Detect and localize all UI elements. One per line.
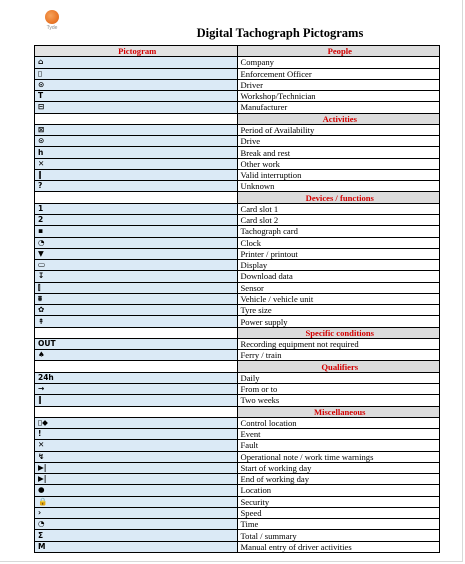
pictogram-label: Daily bbox=[237, 372, 440, 383]
card-slot-2-icon: 2 bbox=[35, 214, 238, 225]
table-row bbox=[35, 282, 440, 293]
pictogram-label: Speed bbox=[237, 507, 440, 518]
section-spacer-cell bbox=[35, 192, 238, 203]
pictogram-label: Power supply bbox=[237, 316, 440, 327]
column-header-row bbox=[35, 46, 440, 57]
pictogram-label: Operational note / work time warnings bbox=[237, 451, 440, 462]
table-row bbox=[35, 440, 440, 451]
table-row bbox=[35, 102, 440, 113]
sensor-icon: ⫿ bbox=[35, 282, 238, 293]
table-row bbox=[35, 338, 440, 349]
drive-icon: ⊙ bbox=[35, 136, 238, 147]
section-header: Specific conditions bbox=[237, 327, 440, 338]
power-supply-icon: ↟ bbox=[35, 316, 238, 327]
pictogram-label: Tachograph card bbox=[237, 226, 440, 237]
tachograph-card-icon: ▪ bbox=[35, 226, 238, 237]
fault-icon: ✕ bbox=[35, 440, 238, 451]
pictogram-label: Workshop/Technician bbox=[237, 91, 440, 102]
pictogram-table bbox=[34, 45, 440, 553]
pictogram-label: Clock bbox=[237, 237, 440, 248]
section-header-row bbox=[35, 406, 440, 417]
printer-icon: ▼ bbox=[35, 248, 238, 259]
section-header: Activities bbox=[237, 113, 440, 124]
company-icon: ⌂ bbox=[35, 57, 238, 68]
manual-entry-icon: M bbox=[35, 541, 238, 552]
section-header-row bbox=[35, 327, 440, 338]
card-slot-1-icon: 1 bbox=[35, 203, 238, 214]
table-row bbox=[35, 417, 440, 428]
section-header-row bbox=[35, 361, 440, 372]
pictogram-column-header: Pictogram bbox=[35, 46, 238, 57]
table-row bbox=[35, 293, 440, 304]
table-row bbox=[35, 372, 440, 383]
display-icon: ▭ bbox=[35, 260, 238, 271]
table-row bbox=[35, 383, 440, 394]
table-row bbox=[35, 395, 440, 406]
driver-icon: ⊙ bbox=[35, 79, 238, 90]
table-row bbox=[35, 79, 440, 90]
total-summary-icon: Σ bbox=[35, 530, 238, 541]
section-spacer-cell bbox=[35, 361, 238, 372]
table-row bbox=[35, 271, 440, 282]
pictogram-table-body bbox=[35, 46, 440, 553]
pictogram-label: Sensor bbox=[237, 282, 440, 293]
pictogram-label: Event bbox=[237, 429, 440, 440]
table-row bbox=[35, 305, 440, 316]
pictogram-label: Location bbox=[237, 485, 440, 496]
section-header: Miscellaneous bbox=[237, 406, 440, 417]
table-row bbox=[35, 147, 440, 158]
table-row bbox=[35, 169, 440, 180]
table-row bbox=[35, 474, 440, 485]
pictogram-label: Enforcement Officer bbox=[237, 68, 440, 79]
table-row bbox=[35, 91, 440, 102]
control-location-icon: ▯◆ bbox=[35, 417, 238, 428]
pictogram-label: Fault bbox=[237, 440, 440, 451]
section-spacer-cell bbox=[35, 113, 238, 124]
pictogram-label: Company bbox=[237, 57, 440, 68]
event-icon: ! bbox=[35, 429, 238, 440]
table-row bbox=[35, 226, 440, 237]
table-row bbox=[35, 541, 440, 552]
section-spacer-cell bbox=[35, 327, 238, 338]
break-and-rest-icon: h bbox=[35, 147, 238, 158]
pictogram-label: Card slot 1 bbox=[237, 203, 440, 214]
section-header: Devices / functions bbox=[237, 192, 440, 203]
pictogram-label: Display bbox=[237, 260, 440, 271]
download-data-icon: ↧ bbox=[35, 271, 238, 282]
table-row bbox=[35, 316, 440, 327]
time-icon: ◔ bbox=[35, 519, 238, 530]
table-row bbox=[35, 429, 440, 440]
section-header: Qualifiers bbox=[237, 361, 440, 372]
pictogram-label: End of working day bbox=[237, 474, 440, 485]
pictogram-label: Total / summary bbox=[237, 530, 440, 541]
pictogram-label: Security bbox=[237, 496, 440, 507]
tyre-size-icon: ✿ bbox=[35, 305, 238, 316]
pictogram-label: Printer / printout bbox=[237, 248, 440, 259]
section-header-row bbox=[35, 192, 440, 203]
pictogram-label: Two weeks bbox=[237, 395, 440, 406]
end-of-working-day-icon: ▶| bbox=[35, 474, 238, 485]
table-row bbox=[35, 507, 440, 518]
workshop-technician-icon: T bbox=[35, 91, 238, 102]
pictogram-label: Vehicle / vehicle unit bbox=[237, 293, 440, 304]
section-spacer-cell bbox=[35, 406, 238, 417]
logo-mark-icon bbox=[45, 10, 59, 24]
speed-icon: › bbox=[35, 507, 238, 518]
valid-interruption-icon: ‖ bbox=[35, 169, 238, 180]
table-row bbox=[35, 136, 440, 147]
ferry-train-icon: ♠ bbox=[35, 350, 238, 361]
pictogram-label: Unknown bbox=[237, 181, 440, 192]
enforcement-officer-icon: ▯ bbox=[35, 68, 238, 79]
pictogram-label: Recording equipment not required bbox=[237, 338, 440, 349]
table-row bbox=[35, 237, 440, 248]
other-work-icon: ✕ bbox=[35, 158, 238, 169]
daily-icon: 24h bbox=[35, 372, 238, 383]
table-row bbox=[35, 181, 440, 192]
table-row bbox=[35, 214, 440, 225]
unknown-icon: ? bbox=[35, 181, 238, 192]
pictogram-label: Start of working day bbox=[237, 462, 440, 473]
table-row bbox=[35, 57, 440, 68]
pictogram-label: From or to bbox=[237, 383, 440, 394]
pictogram-label: Ferry / train bbox=[237, 350, 440, 361]
pictogram-label: Period of Availability bbox=[237, 124, 440, 135]
table-row bbox=[35, 530, 440, 541]
table-row bbox=[35, 68, 440, 79]
pictogram-label: Drive bbox=[237, 136, 440, 147]
table-row bbox=[35, 485, 440, 496]
clock-icon: ◔ bbox=[35, 237, 238, 248]
document-title: Digital Tachograph Pictograms bbox=[196, 26, 364, 40]
table-row bbox=[35, 451, 440, 462]
table-row bbox=[35, 519, 440, 530]
pictogram-label: Valid interruption bbox=[237, 169, 440, 180]
pictogram-label: Card slot 2 bbox=[237, 214, 440, 225]
table-row bbox=[35, 203, 440, 214]
pictogram-label: Download data bbox=[237, 271, 440, 282]
security-icon: 🔒 bbox=[35, 496, 238, 507]
manufacturer-icon: ⊟ bbox=[35, 102, 238, 113]
vehicle-unit-icon: ⩩ bbox=[35, 293, 238, 304]
pictogram-label: Tyre size bbox=[237, 305, 440, 316]
company-logo bbox=[41, 10, 63, 36]
pictogram-label: Manual entry of driver activities bbox=[237, 541, 440, 552]
table-row bbox=[35, 248, 440, 259]
start-of-working-day-icon: ▶| bbox=[35, 462, 238, 473]
out-of-scope-icon: OUT bbox=[35, 338, 238, 349]
pictogram-label: Time bbox=[237, 519, 440, 530]
operational-note-icon: ↯ bbox=[35, 451, 238, 462]
logo-text: Tyde bbox=[46, 25, 58, 31]
table-row bbox=[35, 462, 440, 473]
from-or-to-icon: → bbox=[35, 383, 238, 394]
section-header-row bbox=[35, 113, 440, 124]
two-weeks-icon: ‖ bbox=[35, 395, 238, 406]
pictogram-label: Manufacturer bbox=[237, 102, 440, 113]
section-header: People bbox=[237, 46, 440, 57]
period-of-availability-icon: ⊠ bbox=[35, 124, 238, 135]
pictogram-label: Driver bbox=[237, 79, 440, 90]
table-row bbox=[35, 260, 440, 271]
table-row bbox=[35, 350, 440, 361]
location-icon: ● bbox=[35, 485, 238, 496]
pictogram-label: Control location bbox=[237, 417, 440, 428]
pictogram-label: Other work bbox=[237, 158, 440, 169]
table-row bbox=[35, 496, 440, 507]
pictogram-label: Break and rest bbox=[237, 147, 440, 158]
table-row bbox=[35, 158, 440, 169]
table-row bbox=[35, 124, 440, 135]
